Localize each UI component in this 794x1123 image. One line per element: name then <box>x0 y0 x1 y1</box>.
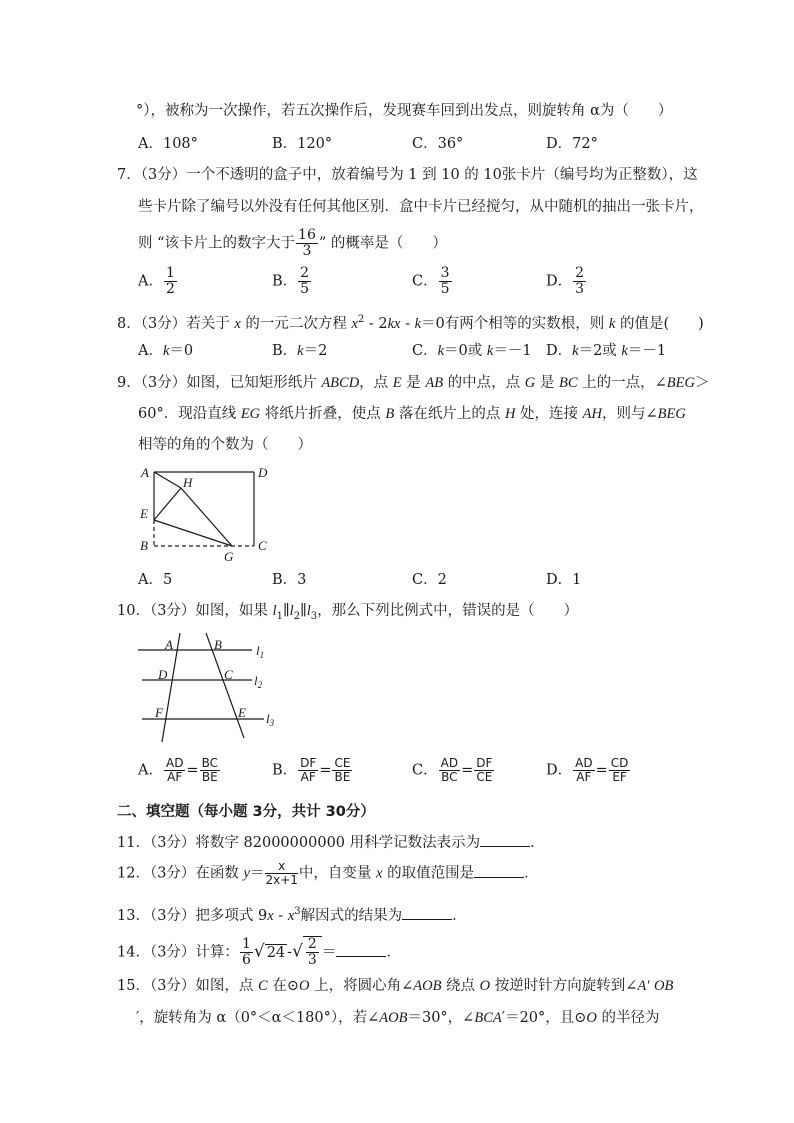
fig9-label-b: B <box>140 538 148 553</box>
q9-option-b: B．3 <box>272 572 307 588</box>
q7-text: 则 “该卡片上的数字大于 <box>138 235 296 252</box>
q8-option-d: D．k＝2或 k＝－1 <box>546 343 667 359</box>
fig9-label-h: H <box>183 475 193 490</box>
q10-parallel-lines-figure <box>136 628 276 746</box>
q7-line-2: 些卡片除了编号以外没有任何其他区别．盒中卡片已经搅匀，从中随机的抽出一张卡片， <box>138 199 704 215</box>
q7-option-b: B． $\frac{2}{5}$ <box>272 265 310 297</box>
q8-option-c: C．k＝0或 k＝－1 <box>412 343 532 359</box>
q12-stem: 12．（3分）在函数 y＝ $\frac{x}{2x+1}$ 中，自变量 x 的取值范围是 ． <box>117 859 539 887</box>
fig10-label-b: B <box>214 637 222 652</box>
fig10-label-l1: $l_1$ <box>256 643 265 660</box>
q7-fraction <box>296 228 318 259</box>
q10-option-c: C． $\frac{AD}{BC}$ = $\frac{DF}{CE}$ <box>412 756 493 784</box>
q7-fraction-denominator: 3 <box>302 243 312 259</box>
q13-answer-blank[interactable] <box>402 905 452 920</box>
fig10-label-c: C <box>224 667 233 682</box>
fig9-label-g: G <box>224 549 234 564</box>
fig10-label-f: F <box>155 705 163 720</box>
q7-fraction-numerator: 16 <box>298 227 316 243</box>
fig9-segment-eh <box>154 488 181 520</box>
fig9-label-a: A <box>141 465 149 480</box>
q10-option-b: B． $\frac{DF}{AF}$ = $\frac{CE}{BE}$ <box>272 756 351 784</box>
fig10-label-l2: $l_2$ <box>254 673 263 690</box>
q9-line-1: 9．（3分）如图，已知矩形纸片 ABCD，点 E 是 AB 的中点，点 G 是 BC 上的一点，∠BEG＞ <box>117 375 710 391</box>
q12-answer-blank[interactable] <box>474 863 524 878</box>
q7-line-1: 7．（3分）一个不透明的盒子中，放着编号为 1 到 10 的 10张卡片（编号均为正整数），这 <box>117 167 698 183</box>
fig10-label-d: D <box>158 667 168 682</box>
q14-stem: 14．（3分）计算： $\frac{1}{6}$ √ 24 -√ $\frac{2}{3}$ ＝ ． <box>117 936 401 968</box>
q9-rectangle-figure <box>136 462 276 564</box>
fig9-label-e: E <box>140 506 148 521</box>
fig10-label-l3: $l_3$ <box>266 711 275 728</box>
q13-stem: 13．（3分）把多项式 $9x - x^3$解因式的结果为 ． <box>117 906 467 924</box>
q10-option-d: D． $\frac{AD}{AF}$ = $\frac{CD}{EF}$ <box>546 756 629 784</box>
q9-option-c: C．2 <box>412 572 447 588</box>
q7-text-end: ” 的概率是（ ） <box>318 235 447 252</box>
q10-option-a: A． $\frac{AD}{AF}$ = $\frac{BC}{BE}$ <box>138 756 218 784</box>
q9-option-d: D．1 <box>546 572 582 588</box>
fig10-label-a: A <box>165 637 173 652</box>
q6-option-c: C．36° <box>412 136 464 152</box>
q7-option-a: A． $\frac{1}{2}$ <box>138 265 175 297</box>
q8-stem: 8．（3分）若关于 x 的一元二次方程 $x^2 - 2kx - k=0$有两个相等的实数根，则 k 的值是( ) <box>117 314 704 332</box>
q6-option-d: D．72° <box>546 136 598 152</box>
q9-line-3: 相等的角的个数为（ ） <box>138 437 312 453</box>
fig9-label-c: C <box>258 538 267 553</box>
fig10-label-e: E <box>238 705 246 720</box>
q7-option-d: D． $\frac{2}{3}$ <box>546 265 585 297</box>
q9-line-2: 60°．现沿直线 EG 将纸片折叠，使点 B 落在纸片上的点 H 处，连接 AH，则与∠BEG <box>138 406 686 422</box>
q15-line-2: ′，旋转角为 α（0°＜α＜180°），若∠AOB＝30°，∠BCA′＝20°，且⊙O 的半径为 <box>136 1010 660 1026</box>
q15-line-1: 15．（3分）如图，点 C 在⊙O 上，将圆心角∠AOB 绕点 O 按逆时针方向旋转到∠A′ OB <box>117 978 674 994</box>
q7-option-c: C． $\frac{3}{5}$ <box>412 265 450 297</box>
fig9-label-d: D <box>258 465 268 480</box>
q6-option-b: B．120° <box>272 136 333 152</box>
q6-option-a: A．108° <box>138 136 198 152</box>
q11-stem: 11．（3分）将数字 82000000000 用科学记数法表示为 ． <box>117 832 545 853</box>
q14-answer-blank[interactable] <box>336 942 386 957</box>
fig10-transversal-right <box>206 633 244 738</box>
fig9-segment-ah <box>154 472 181 488</box>
q8-option-a: A．k＝0 <box>138 343 194 359</box>
q7-line-3 <box>138 228 447 259</box>
q10-stem: 10．（3分）如图，如果 $l_1\parallel l_2\parallel l_3$，那么下列比例式中，错误的是（ ） <box>117 603 579 622</box>
q11-answer-blank[interactable] <box>480 832 530 847</box>
q6-continuation: °），被称为一次操作，若五次操作后，发现赛车回到出发点，则旋转角 α为（ ） <box>136 103 673 119</box>
q8-option-b: B．k＝2 <box>272 343 328 359</box>
q12-fraction: $\frac{x}{2x+1}$ <box>265 859 298 887</box>
q9-option-a: A．5 <box>138 572 173 588</box>
section-heading-fill-in: 二、填空题（每小题 3分，共计 30分） <box>117 804 375 820</box>
